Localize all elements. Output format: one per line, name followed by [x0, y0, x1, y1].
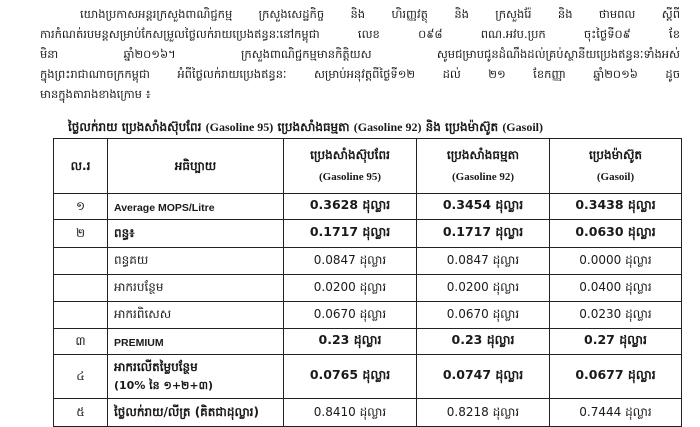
gasoil-value: 0.7444 ដុល្លារ — [550, 399, 682, 427]
gasoline92-value: 0.0847 ដុល្លារ — [417, 248, 550, 275]
gasoline92-value: 0.23 ដុល្លារ — [417, 329, 550, 355]
gasoline92-value: 0.3454 ដុល្លារ — [417, 194, 550, 220]
gasoline95-value: 0.3628 ដុល្លារ — [284, 194, 417, 220]
gasoline92-value: 0.0200 ដុល្លារ — [417, 275, 550, 302]
table-row — [54, 248, 682, 275]
gasoil-value: 0.0630 ដុល្លារ — [550, 220, 682, 248]
row-description-text: PREMIUM — [114, 336, 164, 349]
row-description: ពន្ធគយ — [108, 248, 284, 275]
table-row — [54, 220, 682, 248]
heading-text: ប្រេងសាំងធម្មតា — [273, 120, 354, 134]
heading-gasoline95: (Gasoline 95) — [205, 120, 274, 134]
intro-line: ការកំណត់របមន្តសម្រាប់កែសម្រួលថ្លៃលក់រាយប្រេងឥន្ធនៈនៅកម្ពុជា លេខ ០៩៨ ពណ.អវប.ប្រក ចុះថ្ងៃទី០៩ ខែ — [40, 27, 680, 41]
row-number: ៣ — [54, 329, 108, 355]
intro-line: មានក្នុងតារាងខាងក្រោម ៖ — [40, 87, 151, 101]
gasoil-value: 0.0400 ដុល្លារ — [550, 275, 682, 302]
header-gasoline95-kh: ប្រេងសាំងស៊ុបពែរ — [310, 148, 390, 162]
row-description-text: អាករលើតម្លៃបន្ថែម — [114, 359, 198, 374]
gasoline95-value: 0.0847 ដុល្លារ — [284, 248, 417, 275]
gasoline92-value: 0.0670 ដុល្លារ — [417, 302, 550, 329]
gasoline95-value: 0.8410 ដុល្លារ — [284, 399, 417, 427]
table-row — [54, 329, 682, 355]
gasoline95-value: 0.0765 ដុល្លារ — [284, 355, 417, 399]
header-no: ល.រ — [54, 139, 108, 194]
row-description: ថ្លៃលក់រាយ/លីត្រ (គិតជាដុល្លារ) — [108, 399, 284, 427]
table-row — [54, 355, 682, 399]
table-heading — [68, 119, 543, 137]
row-number: ១ — [54, 194, 108, 220]
heading-gasoil: (Gasoil) — [502, 120, 543, 134]
gasoline95-value: 0.1717 ដុល្លារ — [284, 220, 417, 248]
row-description — [108, 194, 284, 220]
row-number — [54, 302, 108, 329]
fuel-price-table — [53, 138, 682, 427]
row-number: ២ — [54, 220, 108, 248]
header-gasoil-kh: ប្រេងម៉ាស៊ូត — [588, 148, 643, 162]
row-description-formula: (10% នៃ ១+២+៣) — [114, 378, 213, 392]
table-row — [54, 194, 682, 220]
row-number — [54, 275, 108, 302]
header-gasoil-en: (Gasoil) — [596, 171, 635, 183]
header-gasoline92-kh: ប្រេងសាំងធម្មតា — [446, 148, 520, 162]
intro-paragraph — [40, 4, 680, 104]
table-row — [54, 275, 682, 302]
row-description — [108, 355, 284, 399]
row-description: ពន្ធ៖ — [108, 220, 284, 248]
row-description: អាករបន្ថែម — [108, 275, 284, 302]
heading-gasoline92: (Gasoline 92) — [353, 120, 422, 134]
row-number: ៤ — [54, 355, 108, 399]
gasoline95-value: 0.23 ដុល្លារ — [284, 329, 417, 355]
gasoline92-value: 0.8218 ដុល្លារ — [417, 399, 550, 427]
gasoline92-value: 0.0747 ដុល្លារ — [417, 355, 550, 399]
intro-line: ក្នុងព្រះរាជាណាចក្រកម្ពុជា អំពីថ្លៃលក់រាយប្រេងឥន្ធនៈ សម្រាប់អនុវត្តពីថ្ងៃទី១២ ដល់ ២១ ខែកញ្ញា ឆ្នាំ២០១៦ ដូច — [40, 67, 680, 81]
heading-text: និង ប្រេងម៉ាស៊ូត — [421, 120, 503, 134]
gasoline95-value: 0.0200 ដុល្លារ — [284, 275, 417, 302]
gasoline95-value: 0.0670 ដុល្លារ — [284, 302, 417, 329]
gasoil-value: 0.0677 ដុល្លារ — [550, 355, 682, 399]
gasoil-value: 0.27 ដុល្លារ — [550, 329, 682, 355]
intro-line: មិនា ឆ្នាំ២០១៦។ ក្រសួងពាណិជ្ជកម្មមានកិត្តិយស សូមជម្រាបជូនដំណឹងដល់គ្រប់ស្ថានីយប្រេងឥន្ធនៈទាំងអស់ — [40, 47, 680, 61]
header-gasoline92 — [417, 139, 550, 194]
header-gasoline95 — [284, 139, 417, 194]
gasoil-value: 0.0230 ដុល្លារ — [550, 302, 682, 329]
row-number — [54, 248, 108, 275]
gasoil-value: 0.3438 ដុល្លារ — [550, 194, 682, 220]
row-number: ៥ — [54, 399, 108, 427]
table-row — [54, 302, 682, 329]
gasoil-value: 0.0000 ដុល្លារ — [550, 248, 682, 275]
table-row — [54, 399, 682, 427]
gasoline92-value: 0.1717 ដុល្លារ — [417, 220, 550, 248]
header-description: អធិប្បាយ — [108, 139, 284, 194]
row-description: អាករពិសេស — [108, 302, 284, 329]
intro-line: យោងប្រកាសអន្តរក្រសួងពាណិជ្ជកម្ម ក្រសួងសេដ្ឋកិច្ច និង ហិរញ្ញវត្ថុ និង ក្រសួងរ៉ែ និង ថាមពល ស្តីពី — [80, 7, 680, 21]
header-gasoline95-en: (Gasoline 95) — [318, 171, 382, 183]
row-description-text: Average MOPS/Litre — [114, 201, 215, 214]
row-description — [108, 329, 284, 355]
header-gasoline92-en: (Gasoline 92) — [451, 171, 515, 183]
header-gasoil — [550, 139, 682, 194]
table-header-row — [54, 139, 682, 194]
heading-text: ថ្លៃលក់រាយ ប្រេងសាំងស៊ុបពែរ — [68, 120, 206, 134]
